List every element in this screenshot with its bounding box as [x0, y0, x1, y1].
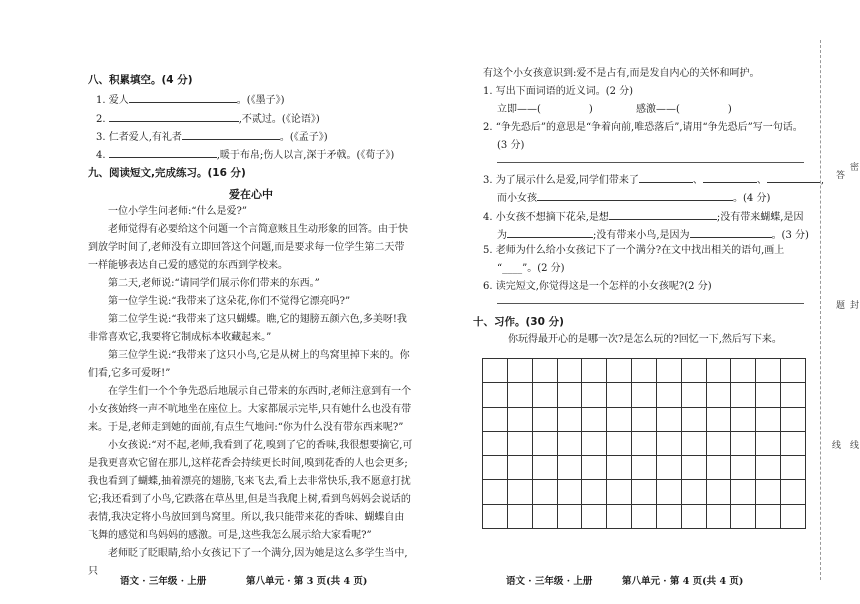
grid-cell[interactable] — [657, 408, 682, 432]
q1-b-close: ) — [727, 104, 732, 115]
q3-sep-1: 、 — [692, 175, 703, 186]
grid-cell[interactable] — [632, 456, 657, 480]
fill-item-4-suffix: ,暖于布帛;伤人以言,深于矛戟。(《荀子》) — [216, 150, 395, 161]
grid-cell[interactable] — [781, 480, 806, 504]
grid-cell[interactable] — [707, 505, 732, 529]
grid-cell[interactable] — [483, 408, 508, 432]
fill-item-3-prefix: 3. 仁者爱人,有礼者 — [96, 132, 182, 143]
q3-blank-1[interactable] — [639, 172, 693, 183]
question-2-score: (3 分) — [497, 140, 525, 151]
q4-blank-2[interactable] — [507, 227, 593, 238]
question-3-line-1 — [483, 172, 824, 187]
margin-label-feng: 封 — [850, 301, 860, 311]
q3-prompt: 3. 为了展示什么是爱,同学们带来了 — [483, 175, 639, 186]
q6-answer-line[interactable] — [497, 303, 804, 304]
grid-cell[interactable] — [781, 408, 806, 432]
grid-cell[interactable] — [781, 505, 806, 529]
q4-wei: 为 — [497, 230, 507, 241]
grid-cell[interactable] — [731, 432, 756, 456]
q2-answer-line[interactable] — [497, 162, 804, 163]
q1-b-label: 感激——( — [636, 104, 680, 115]
fill-item-4 — [96, 147, 394, 162]
question-5-line-1: 5. 老师为什么给小女孩记下了一个满分?在文中找出相关的语句,画上 — [483, 245, 785, 256]
grid-cell[interactable] — [607, 456, 632, 480]
story-title: 爱在心中 — [229, 188, 273, 201]
grid-cell[interactable] — [508, 505, 533, 529]
grid-cell[interactable] — [632, 432, 657, 456]
grid-cell[interactable] — [607, 480, 632, 504]
grid-cell[interactable] — [682, 432, 707, 456]
question-5-line-2: “____”。(2 分) — [497, 263, 565, 274]
grid-cell[interactable] — [756, 505, 781, 529]
grid-cell[interactable] — [756, 432, 781, 456]
grid-cell[interactable] — [632, 408, 657, 432]
grid-cell[interactable] — [731, 359, 756, 383]
grid-cell[interactable] — [682, 359, 707, 383]
grid-cell[interactable] — [582, 480, 607, 504]
fill-item-2-suffix: ,不贰过。(《论语》) — [238, 114, 320, 125]
grid-cell[interactable] — [657, 480, 682, 504]
grid-cell[interactable] — [533, 480, 558, 504]
grid-cell[interactable] — [657, 432, 682, 456]
question-2: 2. “争先恐后”的意思是“争着向前,唯恐落后”,请用“争先恐后”写一句话。 — [483, 122, 803, 133]
grid-cell[interactable] — [731, 480, 756, 504]
grid-cell[interactable] — [632, 359, 657, 383]
fill-blank-2[interactable] — [109, 111, 239, 122]
grid-cell[interactable] — [682, 408, 707, 432]
fill-item-2 — [96, 111, 320, 126]
grid-cell[interactable] — [533, 383, 558, 407]
footer-subject-right: 语文 · 三年级 · 上册 — [506, 576, 593, 587]
grid-cell[interactable] — [558, 359, 583, 383]
grid-cell[interactable] — [707, 480, 732, 504]
story-paragraph: 第二位学生说:“我带来了这只蝴蝶。瞧,它的翅膀五颜六色,多美呀!我非常喜欢它,我要将它制成标本收藏起来。” — [88, 314, 407, 343]
grid-cell[interactable] — [607, 505, 632, 529]
grid-cell[interactable] — [582, 408, 607, 432]
fill-item-4-prefix: 4. — [96, 150, 109, 161]
q4-blank-1[interactable] — [609, 209, 717, 220]
grid-cell[interactable] — [657, 456, 682, 480]
grid-cell[interactable] — [533, 456, 558, 480]
grid-cell[interactable] — [682, 480, 707, 504]
binding-margin-rule — [820, 40, 821, 580]
grid-cell[interactable] — [607, 432, 632, 456]
grid-cell[interactable] — [483, 456, 508, 480]
grid-cell[interactable] — [582, 359, 607, 383]
footer-page-right: 第八单元 · 第 4 页(共 4 页) — [622, 576, 744, 587]
grid-cell[interactable] — [707, 359, 732, 383]
story-continuation: 有这个小女孩意识到:爱不是占有,而是发自内心的关怀和呵护。 — [483, 68, 760, 79]
question-4-line-2 — [497, 227, 809, 242]
grid-cell[interactable] — [607, 408, 632, 432]
question-3-line-2 — [497, 190, 770, 205]
grid-cell[interactable] — [582, 383, 607, 407]
grid-cell[interactable] — [682, 383, 707, 407]
grid-cell[interactable] — [731, 383, 756, 407]
composition-prompt: 你玩得最开心的是哪一次?是怎么玩的?回忆一下,然后写下来。 — [508, 334, 782, 345]
section-10-title: 十、习作。(30 分) — [473, 316, 564, 328]
q1-a-label: 立即——( — [497, 104, 541, 115]
question-6: 6. 读完短文,你觉得这是一个怎样的小女孩呢?(2 分) — [483, 281, 712, 292]
story-paragraph: 老师觉得有必要给这个问题一个言简意赅且生动形象的回答。由于快到放学时间了,老师没有立即回答这个问题,而是要求每一位学生第二天带一样能够表达自己爱的感觉的东西到学校来。 — [88, 224, 408, 271]
q3-end: , — [820, 175, 825, 186]
grid-cell[interactable] — [657, 383, 682, 407]
q4-blank-3[interactable] — [690, 227, 772, 238]
q1-a-close: ) — [588, 104, 593, 115]
grid-cell[interactable] — [582, 456, 607, 480]
grid-cell[interactable] — [582, 432, 607, 456]
question-4-line-1 — [483, 209, 803, 224]
grid-cell[interactable] — [707, 456, 732, 480]
grid-cell[interactable] — [707, 408, 732, 432]
grid-cell[interactable] — [508, 383, 533, 407]
story-paragraph: 在学生们一个个争先恐后地展示自己带来的东西时,老师注意到有一个小女孩始终一声不吭地坐在座位上。大家都展示完毕,只有她什么也没有带来。于是,老师走到她的面前,有点生气地问:“你为什么没有带东西来呢?” — [88, 386, 412, 433]
q1-synonym-a — [497, 104, 593, 116]
story-body — [88, 203, 413, 581]
fill-blank-3[interactable] — [182, 129, 280, 140]
grid-cell[interactable] — [756, 408, 781, 432]
q3-blank-2[interactable] — [703, 172, 757, 183]
footer-subject-left: 语文 · 三年级 · 上册 — [120, 576, 207, 587]
fill-item-3-suffix: 。(《孟子》) — [279, 132, 328, 143]
grid-cell[interactable] — [607, 359, 632, 383]
margin-label-xian-1: 线 — [832, 441, 842, 451]
grid-cell[interactable] — [558, 408, 583, 432]
q3-girl-label: 而小女孩 — [497, 193, 537, 204]
grid-cell[interactable] — [508, 408, 533, 432]
margin-label-ti: 题 — [836, 301, 846, 311]
grid-cell[interactable] — [558, 432, 583, 456]
grid-cell[interactable] — [558, 505, 583, 529]
grid-cell[interactable] — [756, 359, 781, 383]
footer-page-left: 第八单元 · 第 3 页(共 4 页) — [246, 576, 368, 587]
grid-cell[interactable] — [533, 505, 558, 529]
grid-cell[interactable] — [558, 456, 583, 480]
grid-cell[interactable] — [756, 456, 781, 480]
grid-cell[interactable] — [582, 505, 607, 529]
grid-cell[interactable] — [508, 480, 533, 504]
q4-bird: ;没有带来小鸟,是因为 — [593, 230, 690, 241]
section-8-title: 八、积累填空。(4 分) — [88, 74, 193, 86]
q3-sep-2: 、 — [756, 175, 767, 186]
grid-cell[interactable] — [632, 505, 657, 529]
q4-score: 。(3 分) — [771, 230, 809, 241]
grid-cell[interactable] — [657, 359, 682, 383]
grid-cell[interactable] — [508, 359, 533, 383]
grid-cell[interactable] — [483, 432, 508, 456]
q4-mid: ;没有带来蝴蝶,是因 — [716, 212, 804, 223]
grid-cell[interactable] — [731, 456, 756, 480]
story-paragraph: 一位小学生问老师:“什么是爱?” — [108, 206, 247, 217]
margin-label-xian-2: 线 — [850, 441, 860, 451]
section-9-title: 九、阅读短文,完成练习。(16 分) — [88, 167, 246, 179]
grid-cell[interactable] — [483, 480, 508, 504]
fill-item-3 — [96, 129, 328, 144]
story-paragraph: 老师眨了眨眼睛,给小女孩记下了一个满分,因为她是这么多学生当中,只 — [88, 548, 408, 577]
grid-cell[interactable] — [508, 432, 533, 456]
margin-label-mi: 密 — [850, 163, 860, 173]
fill-item-1-prefix: 1. 爱人 — [96, 95, 129, 106]
grid-cell[interactable] — [707, 432, 732, 456]
grid-cell[interactable] — [558, 480, 583, 504]
grid-cell[interactable] — [483, 383, 508, 407]
q3-blank-3[interactable] — [767, 172, 821, 183]
story-paragraph: 第三位学生说:“我带来了这只小鸟,它是从树上的鸟窝里掉下来的。你们看,它多可爱呀!” — [88, 350, 410, 379]
fill-blank-1[interactable] — [129, 92, 237, 103]
grid-cell[interactable] — [781, 383, 806, 407]
q4-prompt: 4. 小女孩不想摘下花朵,是想 — [483, 212, 609, 223]
fill-item-1 — [96, 92, 285, 107]
grid-cell[interactable] — [731, 505, 756, 529]
grid-cell[interactable] — [558, 383, 583, 407]
grid-cell[interactable] — [533, 408, 558, 432]
grid-cell[interactable] — [533, 432, 558, 456]
grid-cell[interactable] — [607, 383, 632, 407]
composition-grid[interactable] — [482, 358, 806, 529]
grid-cell[interactable] — [731, 408, 756, 432]
q3-blank-4[interactable] — [537, 190, 733, 201]
grid-cell[interactable] — [483, 505, 508, 529]
question-1: 1. 写出下面词语的近义词。(2 分) — [483, 86, 634, 97]
q3-score: 。(4 分) — [733, 193, 771, 204]
story-paragraph: 第二天,老师说:“请同学们展示你们带来的东西。” — [108, 278, 320, 289]
fill-blank-4[interactable] — [109, 147, 217, 158]
grid-cell[interactable] — [508, 456, 533, 480]
grid-cell[interactable] — [781, 359, 806, 383]
fill-item-1-suffix: 。(《墨子》) — [236, 95, 285, 106]
grid-cell[interactable] — [632, 480, 657, 504]
grid-cell[interactable] — [682, 505, 707, 529]
grid-cell[interactable] — [483, 359, 508, 383]
grid-cell[interactable] — [781, 456, 806, 480]
grid-cell[interactable] — [756, 480, 781, 504]
grid-cell[interactable] — [781, 432, 806, 456]
grid-cell[interactable] — [756, 383, 781, 407]
story-paragraph: 第一位学生说:“我带来了这朵花,你们不觉得它漂亮吗?” — [108, 296, 351, 307]
fill-item-2-prefix: 2. — [96, 114, 109, 125]
grid-cell[interactable] — [707, 383, 732, 407]
grid-cell[interactable] — [632, 383, 657, 407]
grid-cell[interactable] — [682, 456, 707, 480]
story-paragraph: 小女孩说:“对不起,老师,我看到了花,嗅到了它的香味,我很想要摘它,可是我更喜欢它留在那儿,这样花香会持续更长时间,嗅到花香的人也会更多;我也看到了蝴蝶,抽着漂亮的翅膀,飞来飞去,看上去非常快乐,我不愿意打扰它;我还看到了小鸟,它跌落在草丛里,但是当我爬上树,看到鸟妈妈会说话的表情,我决定将小鸟放回到鸟窝里。所以,我只能带来花的香味、蝴蝶自由飞舞的感觉和鸟妈妈的感激。可是,这些我怎么展示给大家看呢?” — [88, 440, 413, 541]
grid-cell[interactable] — [657, 505, 682, 529]
margin-label-da: 答 — [836, 171, 846, 181]
grid-cell[interactable] — [533, 359, 558, 383]
q1-synonym-b — [636, 104, 732, 116]
